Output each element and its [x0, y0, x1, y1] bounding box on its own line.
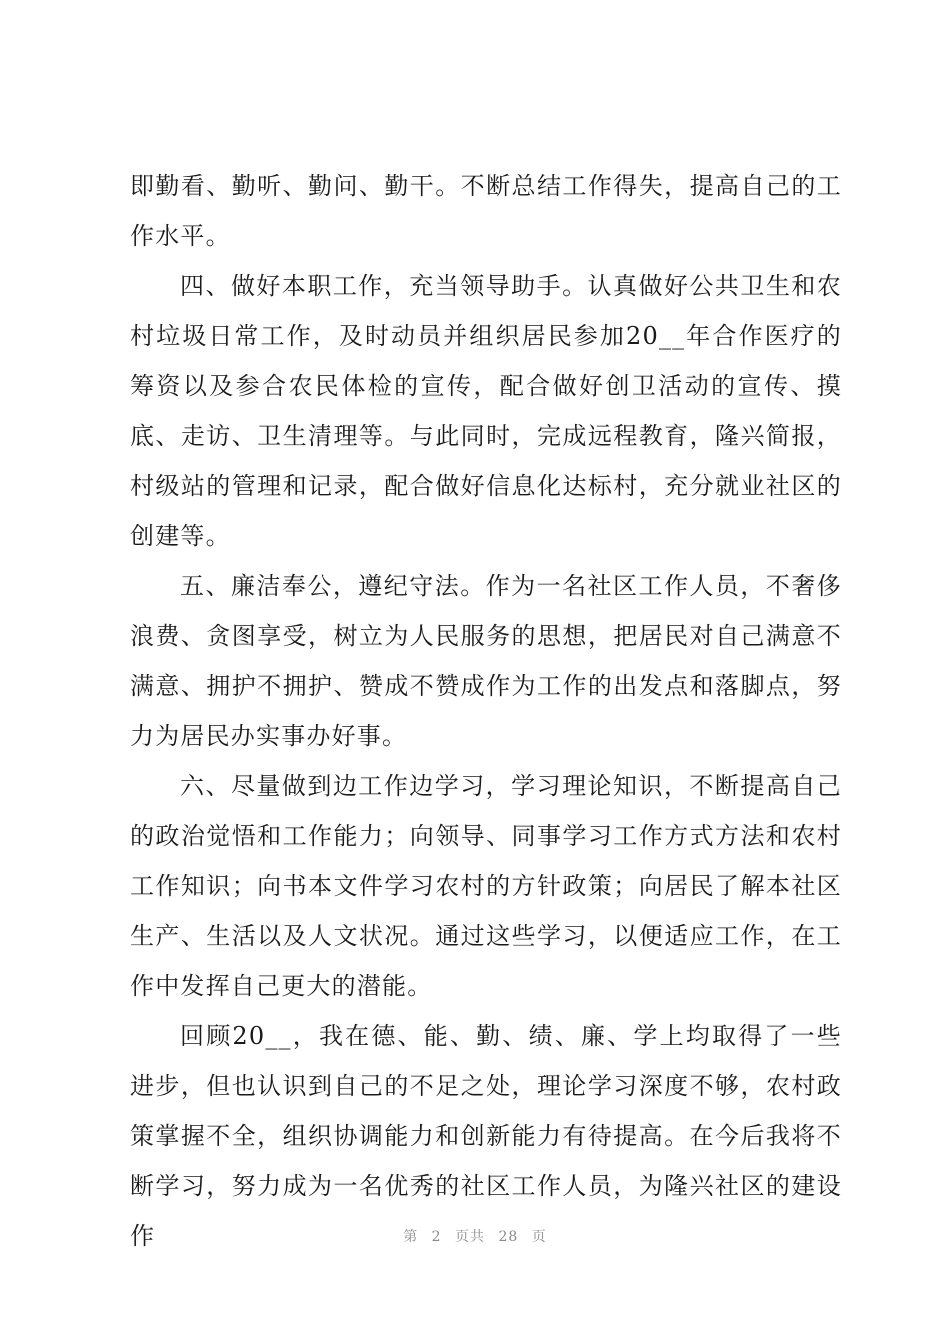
- page-number-footer: 第 2 页共 28 页: [403, 1229, 547, 1245]
- paragraph-review: 回顾20__，我在德、能、勤、绩、廉、学上均取得了一些进步，但也认识到自己的不足之处，理论学习深度不够，农村政策掌握不全，组织协调能力和创新能力有待提高。在今后我将不断学习，努力成为一名优秀的社区工作人员，为隆兴社区的建设作: [130, 1022, 842, 1250]
- paragraph-section-5: 五、廉洁奉公，遵纪守法。作为一名社区工作人员，不奢侈浪费、贪图享受，树立为人民服务的思想，把居民对自己满意不满意、拥护不拥护、赞成不赞成作为工作的出发点和落脚点，努力为居民办实事办好事。: [130, 572, 842, 750]
- paragraph-section-4: 四、做好本职工作，充当领导助手。认真做好公共卫生和农村垃圾日常工作，及时动员并组织居民参加20__年合作医疗的筹资以及参合农民体检的宣传，配合做好创卫活动的宣传、摸底、走访、卫生清理等。与此同时，完成远程教育，隆兴简报，村级站的管理和记录，配合做好信息化达标村，充分就业社区的创建等。: [130, 272, 842, 550]
- paragraph-section-6: 六、尽量做到边工作边学习，学习理论知识，不断提高自己的政治觉悟和工作能力；向领导、同事学习工作方式方法和农村工作知识；向书本文件学习农村的方针政策；向居民了解本社区生产、生活以及人文状况。通过这些学习，以便适应工作，在工作中发挥自己更大的潜能。: [130, 772, 842, 1000]
- document-body: [130, 161, 842, 1261]
- paragraph-continuation: 即勤看、勤听、勤问、勤干。不断总结工作得失，提高自己的工作水平。: [130, 172, 842, 250]
